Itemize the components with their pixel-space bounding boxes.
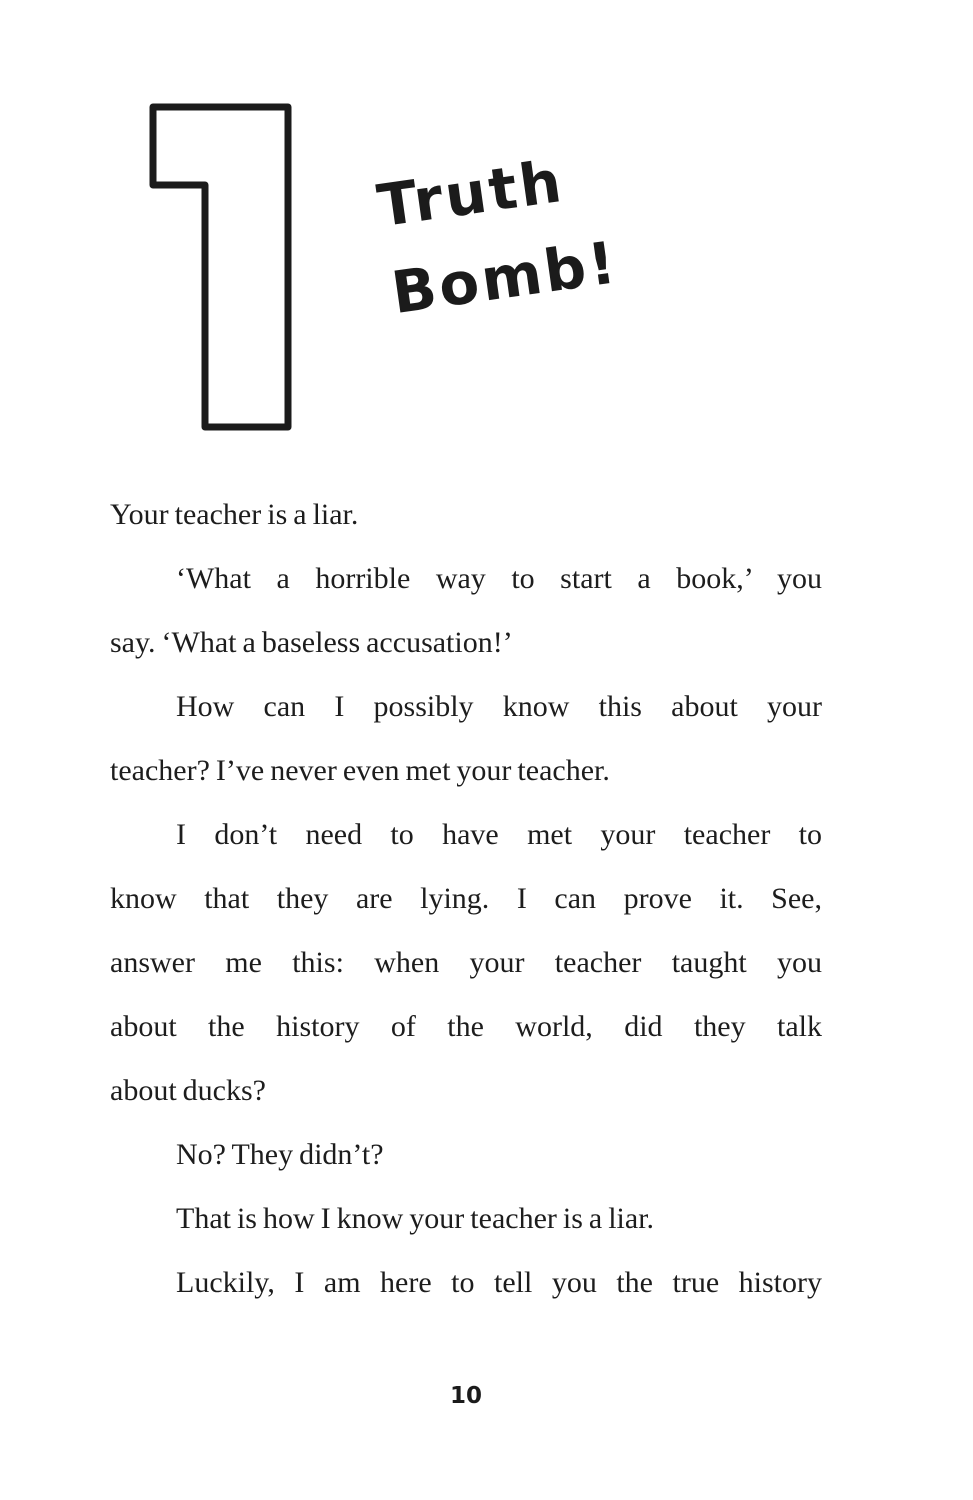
text-line: Your teacher is a liar. <box>110 498 359 531</box>
numeral-one-icon <box>149 103 292 431</box>
text-line: about ducks? <box>110 1074 266 1107</box>
text-line: How can I possibly know this about your <box>176 690 822 723</box>
text-line: ‘What a horrible way to start a book,’ you <box>176 562 822 595</box>
text-line: answer me this: when your teacher taught you <box>110 946 822 979</box>
text-line: Luckily, I am here to tell you the true history <box>176 1266 822 1299</box>
text-line: I don’t need to have met your teacher to <box>176 818 822 851</box>
text-line: know that they are lying. I can prove it. See, <box>110 882 822 915</box>
chapter-number-figure <box>149 103 292 436</box>
chapter-title <box>372 131 624 337</box>
text-line: about the history of the world, did they talk <box>110 1010 822 1043</box>
text-line: teacher? I’ve never even met your teacher. <box>110 754 610 787</box>
text-line: No? They didn’t? <box>176 1138 384 1171</box>
chapter-title-line1: Truth <box>373 146 569 241</box>
chapter-title-line2: Bomb! <box>387 228 623 328</box>
text-line: say. ‘What a baseless accusation!’ <box>110 626 513 659</box>
text-line: That is how I know your teacher is a liar. <box>176 1202 655 1235</box>
page-number: 10 <box>449 1383 482 1409</box>
body-text <box>110 483 822 1315</box>
